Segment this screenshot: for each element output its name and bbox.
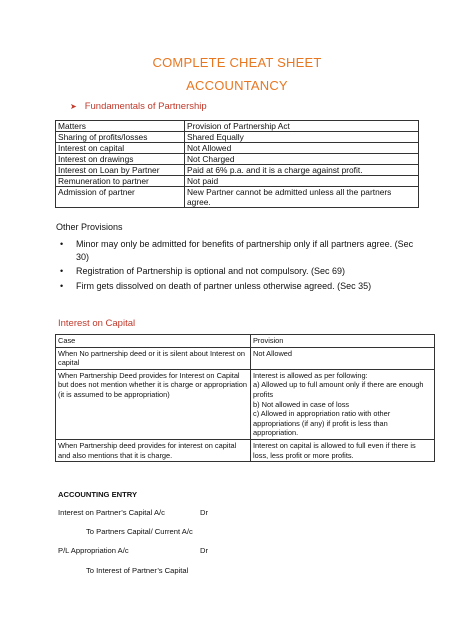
table-cell: Shared Equally (185, 132, 419, 143)
debit-marker: Dr (200, 546, 209, 555)
table-row (56, 369, 435, 439)
table-row (56, 165, 419, 176)
table-header-cell: Case (56, 335, 251, 348)
table-cell: Not Charged (185, 154, 419, 165)
table-cell: Not paid (185, 176, 419, 187)
bullet-icon: • (60, 280, 64, 291)
journal-credit-line: To Partners Capital/ Current A/c (86, 527, 193, 536)
table-header-cell: Provision of Partnership Act (185, 121, 419, 132)
bullet-icon: • (60, 266, 64, 276)
accounting-entry-heading: ACCOUNTING ENTRY (58, 490, 138, 499)
list-item-text: Registration of Partnership is optional and not compulsory. (Sec 69) (76, 266, 345, 276)
fundamentals-table (55, 120, 419, 208)
table-cell: New Partner cannot be admitted unless all the partners agree. (185, 187, 419, 208)
table-cell: Interest on drawings (56, 154, 185, 165)
table-header-row (56, 121, 419, 132)
table-cell: Not Allowed (251, 347, 435, 369)
fundamentals-heading (70, 101, 207, 112)
table-header-cell: Matters (56, 121, 185, 132)
list-item (60, 280, 420, 293)
table-row (56, 347, 435, 369)
arrow-bullet-icon: ➤ (70, 102, 77, 111)
list-item-text: Firm gets dissolved on death of partner unless otherwise agreed. (Sec 35) (76, 280, 372, 291)
table-row (56, 176, 419, 187)
table-cell: When Partnership Deed provides for Interest on Capital but does not mention whether it is charge or appropriation (it is assumed to be appropriation) (56, 369, 251, 439)
table-row (56, 439, 435, 461)
fundamentals-heading-text: Fundamentals of Partnership (84, 101, 207, 112)
table-cell: Interest on capital (56, 143, 185, 154)
table-cell: When No partnership deed or it is silent about Interest on capital (56, 347, 251, 369)
table-header-row (56, 335, 435, 348)
table-cell: Sharing of profits/losses (56, 132, 185, 143)
table-cell: When Partnership deed provides for interest on capital and also mentions that it is charge. (56, 439, 251, 461)
other-provisions-list (60, 238, 420, 294)
page-subtitle: ACCOUNTANCY (186, 78, 288, 93)
table-cell: Paid at 6% p.a. and it is a charge against profit. (185, 165, 419, 176)
journal-debit-line: Interest on Partner’s Capital A/c (58, 508, 165, 517)
table-row (56, 132, 419, 143)
journal-debit-line: P/L Appropriation A/c (58, 546, 129, 555)
debit-marker: Dr (200, 508, 209, 517)
table-cell: Not Allowed (185, 143, 419, 154)
interest-on-capital-table (55, 334, 435, 462)
table-cell: Remuneration to partner (56, 176, 185, 187)
other-provisions-heading: Other Provisions (56, 222, 123, 232)
table-row (56, 154, 419, 165)
table-header-cell: Provision (251, 335, 435, 348)
list-item-text: Minor may only be admitted for benefits of partnership only if all partners agree. (Sec 30) (76, 239, 414, 262)
list-item (60, 265, 420, 278)
interest-on-capital-heading: Interest on Capital (58, 318, 136, 329)
table-cell: Admission of partner (56, 187, 185, 208)
table-cell: Interest on Loan by Partner (56, 165, 185, 176)
table-row (56, 187, 419, 208)
bullet-icon: • (60, 239, 64, 249)
table-row (56, 143, 419, 154)
list-item (60, 238, 420, 263)
table-cell: Interest is allowed as per following: a) Allowed up to full amount only if there are enough profits b) Not allowed in case of loss c) Allowed in appropriation ratio with other appropriations (if any) if profit is less than appropriation. (251, 369, 435, 439)
journal-credit-line: To Interest of Partner’s Capital (86, 566, 189, 575)
page-title: COMPLETE CHEAT SHEET (152, 55, 322, 70)
table-cell: Interest on capital is allowed to full even if there is loss, less profit or more profits. (251, 439, 435, 461)
